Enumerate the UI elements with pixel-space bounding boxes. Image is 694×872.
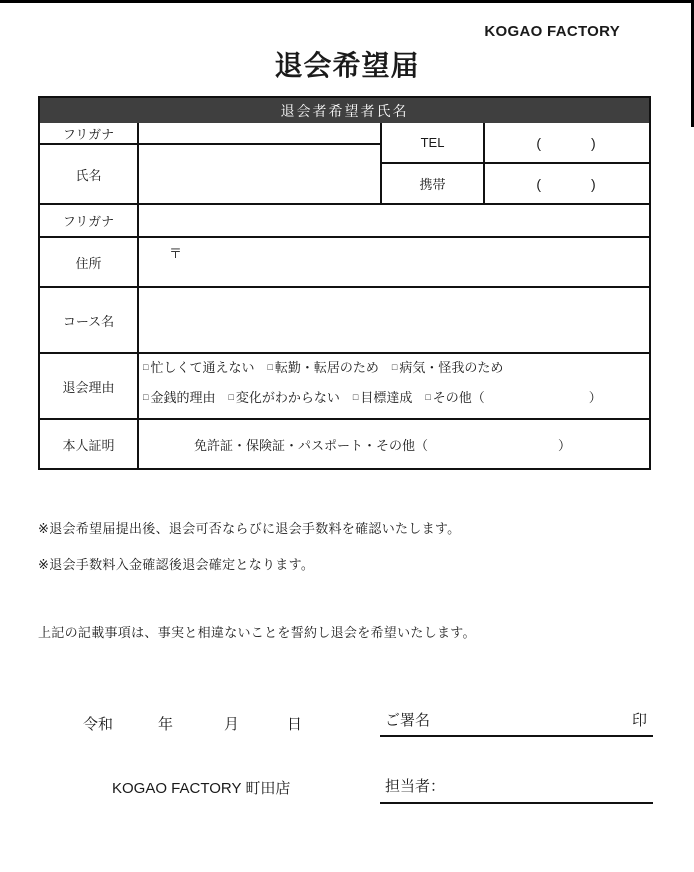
furigana-field-1 (139, 123, 382, 145)
reason-option-busy (143, 360, 254, 376)
note-fee-confirmation: ※退会希望届提出後、退会可否ならびに退会手数料を確認いたします。 (38, 521, 461, 536)
postal-mark-icon: 〒 (169, 246, 183, 261)
mobile-field (485, 164, 649, 205)
identity-proof-label: 本人証明 (40, 420, 139, 468)
tel-label: TEL (382, 123, 485, 164)
checkbox-icon: □ (425, 392, 431, 402)
checkbox-icon: □ (391, 362, 398, 372)
date-year-label: 年 (158, 716, 174, 733)
checkbox-icon: □ (267, 362, 273, 372)
furigana-label-2: フリガナ (40, 205, 139, 238)
checkbox-icon: □ (228, 392, 234, 402)
date-month-label: 月 (224, 716, 240, 733)
date-day-label: 日 (287, 716, 303, 733)
reason-option-label: その他（ ） (432, 390, 602, 405)
reason-option-label: 忙しくて通えない (150, 360, 255, 375)
reason-option-label: 転勤・転居のため (274, 360, 379, 375)
withdraw-reason-field (139, 354, 649, 420)
signature-label: ご署名 (385, 712, 431, 729)
reason-option-label: 病気・怪我のため (399, 360, 504, 375)
staff-line (380, 775, 653, 804)
reason-option-illness (392, 360, 503, 376)
scan-edge-top (0, 0, 694, 3)
reason-option-label: 目標達成 (360, 390, 413, 405)
furigana-label-1: フリガナ (40, 123, 139, 145)
checkbox-icon: □ (143, 362, 149, 372)
store-name: KOGAO FACTORY 町田店 (112, 780, 291, 797)
course-name-field (139, 288, 649, 354)
withdraw-reason-label: 退会理由 (40, 354, 139, 420)
reason-options-line2 (143, 390, 602, 406)
table-header-member-name: 退会者希望者氏名 (40, 98, 649, 123)
checkbox-icon: □ (143, 392, 149, 402)
reason-option-no-change (228, 390, 339, 406)
reason-option-goal-achieved (353, 390, 412, 406)
reason-option-other (425, 390, 601, 406)
pledge-statement: 上記の記載事項は、事実と相違ないことを誓約し退会を希望いたします。 (38, 625, 476, 640)
tel-paren-placeholder: ( ) (536, 134, 598, 151)
checkbox-icon: □ (352, 392, 359, 402)
furigana-field-2 (139, 205, 649, 238)
page-title: 退会希望届 (274, 50, 420, 81)
reason-option-label: 変化がわからない (235, 390, 340, 405)
reason-options-line1 (143, 360, 503, 376)
withdrawal-info-table (38, 96, 651, 470)
mobile-label: 携帯 (382, 164, 485, 205)
identity-proof-options: 免許証・保険証・パスポート・その他（ ） (194, 437, 572, 453)
note-withdrawal-finalized: ※退会手数料入金確認後退会確定となります。 (38, 557, 315, 572)
mobile-paren-placeholder: ( ) (536, 175, 598, 192)
reason-option-label: 金銭的理由 (150, 390, 216, 405)
address-field (139, 238, 649, 288)
seal-mark-label: 印 (631, 712, 647, 729)
course-name-label: コース名 (40, 288, 139, 354)
signature-line (380, 709, 653, 737)
brand-name: KOGAO FACTORY (484, 23, 620, 40)
name-field (139, 145, 382, 205)
staff-label: 担当者： (385, 778, 446, 795)
date-era-label: 令和 (83, 716, 114, 733)
tel-field (485, 123, 649, 164)
address-label: 住所 (40, 238, 139, 288)
reason-option-financial (143, 390, 215, 406)
reason-option-relocation (267, 360, 378, 376)
name-label: 氏名 (40, 145, 139, 205)
